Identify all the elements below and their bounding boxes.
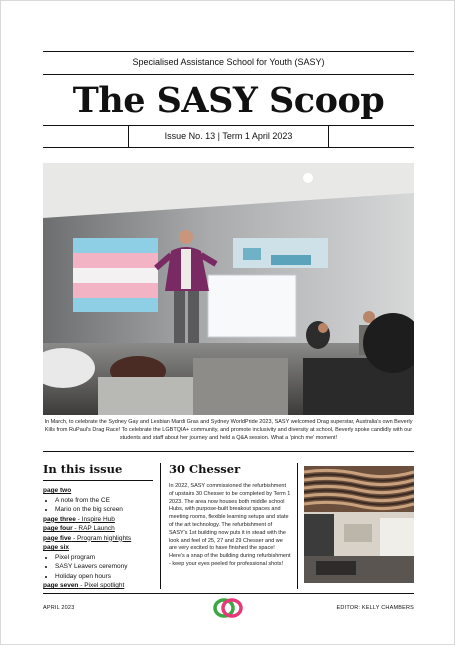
toc-page-five[interactable]: page five - Program highlights — [43, 534, 132, 542]
chesser-title: 30 Chesser — [169, 462, 241, 476]
school-rule — [43, 74, 414, 75]
in-this-issue-title: In this issue — [43, 462, 153, 481]
issue-line: Issue No. 13 | Term 1 April 2023 — [128, 125, 329, 147]
toc-page-four[interactable]: page four - RAP Launch — [43, 525, 115, 532]
toc-page-six[interactable]: page six — [43, 544, 70, 551]
chesser-section — [169, 462, 291, 569]
masthead-title: The SASY Scoop — [72, 80, 385, 121]
toc-page-seven[interactable]: page seven - Pixel spotlight — [43, 582, 125, 589]
list-item: • Holiday open hours — [55, 572, 153, 582]
toc-page-two[interactable]: page two — [43, 487, 72, 494]
list-item: • A note from the CE — [55, 496, 153, 506]
list-item: • Pixel program — [55, 553, 153, 563]
top-rule — [43, 51, 414, 52]
column-divider-right — [297, 463, 298, 589]
footer-date: APRIL 2023 — [43, 605, 75, 611]
section-rule — [43, 451, 414, 452]
toc-page-two-items — [43, 496, 153, 515]
list-item: • Mario on the big screen — [55, 505, 153, 515]
hero-photo-illustration — [43, 163, 414, 415]
issue-rule-bottom — [43, 147, 414, 148]
toc-page-three[interactable]: page three - Inspire Hub — [43, 515, 115, 523]
hero-photo — [43, 163, 414, 415]
school-name: Specialised Assistance School for Youth (SASY) — [132, 57, 325, 67]
chesser-body: In 2022, SASY commissioned the refurbishment of upstairs 30 Chesser to be completed by Term 1 2023. The area now houses both middle school Hubs, with purpose-built breakout spaces and meeting rooms, flexible learning setups and state of the art technology. The refurbishment of SASY's 1st building now puts it in stead with the look and feel of 25, 27 and 29 Chesser and we are very excited to have finished the space! Here's a snap of the building during refurbishment - keep your eyes peeled for professional shots! — [169, 483, 291, 567]
footer-editor: EDITOR: KELLY CHAMBERS — [336, 605, 414, 611]
footer-rule — [43, 593, 414, 594]
refurbishment-photo — [304, 466, 414, 583]
column-divider-left — [160, 463, 161, 589]
refurbishment-photo-illustration — [304, 466, 414, 583]
toc-page-six-items — [43, 553, 153, 582]
list-item: • SASY Leavers ceremony — [55, 562, 153, 572]
sasy-logo-icon — [211, 597, 245, 619]
in-this-issue-section — [43, 462, 153, 591]
hero-caption: In March, to celebrate the Sydney Gay and Lesbian Mardi Gras and Sydney WorldPride 2023, SASY welcomed Drag superstar, Australia's own Beverly Kills from RuPaul's Drag Race! To celebrate the LGBTQIA+ community, and promote inclusivity and diversity at school, Beverly spoke candidly with our students and staff about her journey and held a Q&A session. What a 'pinch me' moment! — [44, 419, 413, 441]
